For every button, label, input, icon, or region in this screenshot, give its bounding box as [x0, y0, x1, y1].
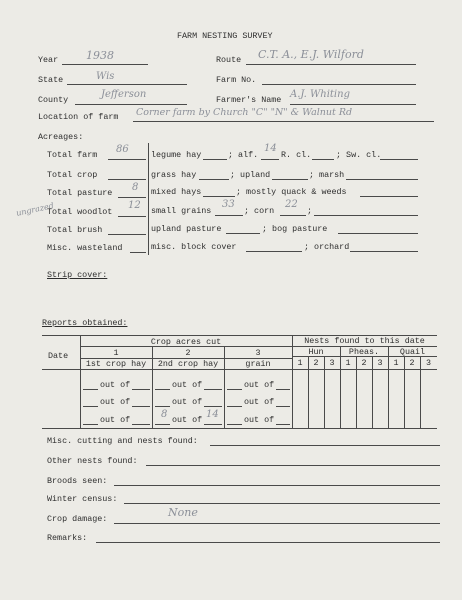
small-grains-label: small grains [151, 206, 212, 216]
second-crop-hay-header: 2nd crop hay [157, 359, 219, 369]
r2c1-blank-b [132, 406, 150, 407]
total-crop-label: Total crop [47, 170, 98, 180]
alf-label: ; alf. [228, 150, 259, 160]
r2c2-out-of: out of [172, 397, 203, 407]
mixed-hays-label: mixed hays [151, 187, 202, 197]
r3c2-num: 8 [161, 409, 168, 420]
crop-damage-value: None [168, 506, 198, 519]
farmer-value: A.J. Whiting [290, 89, 350, 100]
legume-hay-label: legume hay [151, 150, 202, 160]
r1c3-out-of: out of [244, 380, 275, 390]
r1c1-out-of: out of [100, 380, 131, 390]
bog-pasture-line [338, 233, 418, 234]
reports-heading: Reports obtained: [42, 318, 128, 328]
total-farm-value: 86 [116, 144, 129, 155]
crop-damage-label: Crop damage: [47, 514, 108, 524]
pheas-3: 3 [377, 358, 383, 368]
misc-wasteland-line [130, 252, 146, 253]
r1c1-blank-a [83, 389, 98, 390]
acreage-divider [148, 143, 149, 255]
r2c3-out-of: out of [244, 397, 275, 407]
route-value: C.T. A., E.J. Wilford [258, 48, 364, 61]
other-nests-line [146, 465, 440, 466]
winter-census-line [124, 503, 440, 504]
broods-seen-line [114, 485, 440, 486]
upland-line [272, 179, 308, 180]
r1c1-blank-b [132, 389, 150, 390]
r1c3-blank-a [227, 389, 242, 390]
mixed-hays-line [203, 196, 235, 197]
crop-col-1: 1 [113, 348, 119, 358]
r3c2-den: 14 [206, 409, 219, 420]
r1c2-blank-b [204, 389, 222, 390]
location-label: Location of farm [38, 112, 119, 122]
r3c3-blank-a [227, 424, 242, 425]
route-line [246, 64, 416, 65]
orchard-label: ; orchard [304, 242, 350, 252]
r3c1-blank-b [132, 424, 150, 425]
r-cl-line [312, 159, 334, 160]
form-title: FARM NESTING SURVEY [177, 31, 273, 41]
table-header-bottom [42, 369, 437, 370]
farmer-label: Farmer's Name [216, 95, 282, 105]
legume-hay-line [203, 159, 227, 160]
location-value: Corner farm by Church "C" "N" & Walnut Rd [136, 107, 353, 118]
misc-block-line [246, 251, 302, 252]
sw-cl-label: ; Sw. cl. [336, 150, 382, 160]
r2c1-blank-a [83, 406, 98, 407]
remarks-line [96, 542, 440, 543]
total-pasture-line [118, 197, 146, 198]
location-line [133, 121, 434, 122]
r2c3-blank-b [276, 406, 290, 407]
remarks-label: Remarks: [47, 533, 88, 543]
broods-seen-label: Broods seen: [47, 476, 108, 486]
r3c2-blank-b [204, 424, 222, 425]
table-bottom-line [42, 428, 437, 429]
r3c2-blank-a [155, 424, 170, 425]
corn-label: ; corn [244, 206, 275, 216]
state-value: Wis [96, 71, 115, 82]
first-crop-hay-header: 1st crop hay [85, 359, 147, 369]
hun-header: Hun [308, 347, 324, 357]
misc-cutting-label: Misc. cutting and nests found: [47, 436, 198, 446]
crop-col-2: 2 [185, 348, 191, 358]
r2c2-blank-a [155, 406, 170, 407]
r2c2-blank-b [204, 406, 222, 407]
grain-header: grain [245, 359, 271, 369]
r-cl-label: R. cl. [281, 150, 312, 160]
grass-hay-label: grass hay [151, 170, 197, 180]
acreages-heading: Acreages: [38, 132, 84, 142]
nests-found-header: Nests found to this date [304, 336, 425, 346]
hun-2: 2 [313, 358, 319, 368]
corn-value: 22 [285, 199, 298, 210]
total-woodlot-value: 12 [128, 200, 141, 211]
farmer-line [290, 104, 416, 105]
small-grains-value: 33 [222, 199, 235, 210]
r3c1-out-of: out of [100, 415, 131, 425]
total-brush-line [108, 234, 146, 235]
total-woodlot-line [118, 216, 146, 217]
total-brush-label: Total brush [47, 225, 103, 235]
misc-block-label: misc. block cover [151, 242, 237, 252]
r1c3-blank-b [276, 389, 290, 390]
pheas-header: Pheas. [348, 347, 380, 357]
upland-label: ; upland [230, 170, 271, 180]
corn-line [280, 215, 306, 216]
winter-census-label: Winter census: [47, 494, 118, 504]
misc-cutting-line [210, 445, 440, 446]
county-value: Jefferson [101, 89, 147, 100]
state-line [67, 84, 187, 85]
quail-2: 2 [409, 358, 415, 368]
crop-acres-header: Crop acres cut [150, 337, 222, 347]
alf-line [261, 159, 279, 160]
small-grains-extra-line [314, 215, 418, 216]
upland-pasture-label: upland pasture [151, 224, 222, 234]
strip-cover-label: Strip cover: [47, 270, 108, 280]
year-value: 1938 [86, 49, 114, 62]
farm-no-label: Farm No. [216, 75, 257, 85]
quail-header: Quail [399, 347, 426, 357]
orchard-line [350, 251, 418, 252]
pheas-2: 2 [361, 358, 367, 368]
total-farm-label: Total farm [47, 150, 98, 160]
mostly-quack-line [360, 196, 418, 197]
marsh-line [346, 179, 418, 180]
year-label: Year [38, 55, 59, 65]
total-pasture-value: 8 [132, 182, 139, 193]
total-pasture-label: Total pasture [47, 188, 113, 198]
alf-value: 14 [264, 143, 277, 154]
route-label: Route [216, 55, 242, 65]
hun-3: 3 [329, 358, 335, 368]
year-line [62, 64, 148, 65]
pheas-1: 1 [345, 358, 351, 368]
sw-cl-line [380, 159, 418, 160]
r2c1-out-of: out of [100, 397, 131, 407]
small-grains-line [215, 215, 243, 216]
state-label: State [38, 75, 64, 85]
woodlot-note: ungrazed [15, 201, 55, 218]
quail-3: 3 [425, 358, 432, 368]
corn-semicolon: ; [307, 206, 313, 216]
bog-pasture-label: ; bog pasture [262, 224, 328, 234]
misc-wasteland-label: Misc. wasteland [47, 243, 123, 253]
r1c2-out-of: out of [172, 380, 203, 390]
r2c3-blank-a [227, 406, 242, 407]
marsh-label: ; marsh [309, 170, 345, 180]
r3c3-blank-b [276, 424, 290, 425]
county-line [75, 104, 187, 105]
quail-1: 1 [393, 358, 399, 368]
crop-damage-line [114, 523, 440, 524]
r1c2-blank-a [155, 389, 170, 390]
county-label: County [38, 95, 69, 105]
crop-col-3: 3 [255, 348, 261, 358]
r3c2-out-of: out of [172, 415, 203, 425]
farm-no-line [262, 84, 416, 85]
total-crop-line [108, 179, 146, 180]
total-farm-line [108, 159, 146, 160]
r3c1-blank-a [83, 424, 98, 425]
hun-1: 1 [297, 358, 303, 368]
r3c3-out-of: out of [244, 415, 275, 425]
date-header: Date [48, 351, 69, 361]
total-woodlot-label: Total woodlot [47, 207, 113, 217]
grass-hay-line [199, 179, 229, 180]
other-nests-label: Other nests found: [47, 456, 138, 466]
mostly-quack-label: ; mostly quack & weeds [236, 187, 347, 197]
upland-pasture-line [226, 233, 260, 234]
